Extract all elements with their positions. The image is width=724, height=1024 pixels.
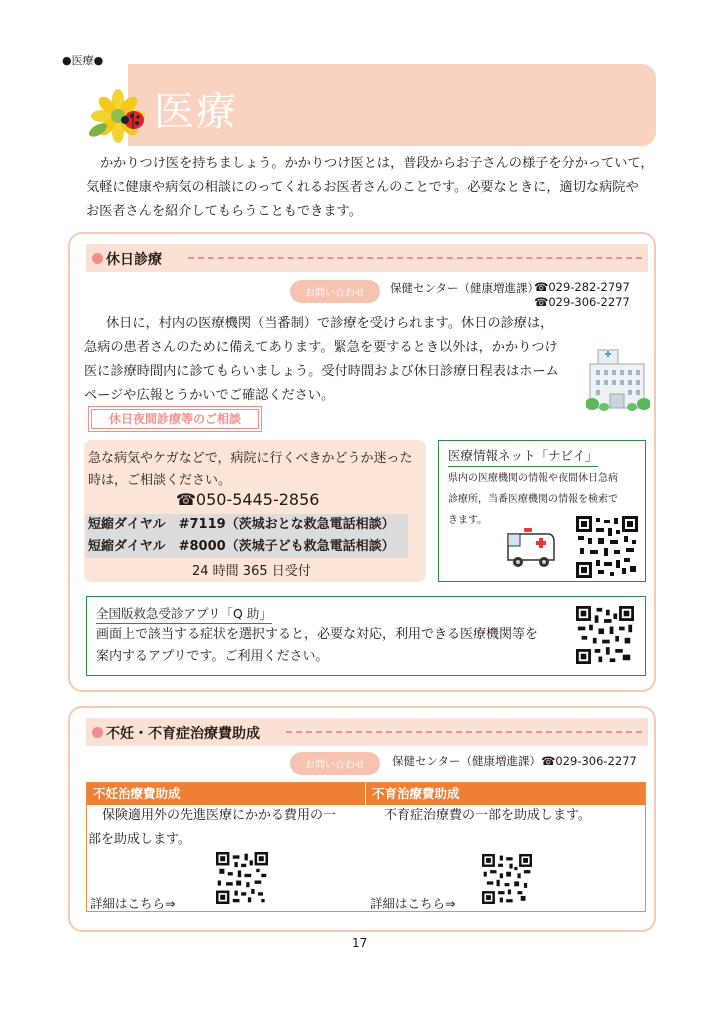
contact-info: 保健センター（健康増進課）☎029-306-2277	[392, 754, 637, 768]
consult-line: 時は，ご相談ください。	[88, 473, 232, 488]
contact-pill: お問い合わせ	[290, 752, 380, 775]
service-hours: 24 時間 365 日受付	[192, 564, 311, 579]
page-title: 医療	[154, 89, 238, 135]
app-title: 全国版救急受診アプリ「Q 助」	[96, 604, 272, 624]
holiday-care-body	[84, 312, 598, 408]
ambulance-icon	[504, 528, 558, 570]
consult-line: 急な病気やケガなどで，病院に行くべきかどうか迷った	[88, 451, 413, 466]
body-line: 急病の患者さんのために備えてあります。緊急を要するとき以外は，かかりつけ	[84, 340, 558, 355]
qr-code-app-icon[interactable]	[576, 606, 634, 664]
contact-pill: お問い合わせ	[290, 280, 380, 303]
infertility-grant-header: 不妊治療費助成	[87, 783, 365, 805]
dashed-rule	[286, 731, 642, 733]
dashed-rule	[188, 257, 642, 259]
intro-paragraph	[86, 152, 658, 224]
body-line: 休日に，村内の医療機関（当番制）で診療を受けられます。休日の診療は，	[106, 316, 554, 331]
consult-label	[88, 406, 262, 432]
app-description	[96, 624, 566, 668]
contact-org: 保健センター（健康増進課）	[390, 281, 540, 295]
holiday-care-heading: 休日診療	[106, 252, 162, 268]
navi-title: 医療情報ネット「ナビイ」	[448, 446, 598, 467]
navi-line: 診療所，当番医療機関の情報を検索で	[448, 494, 618, 505]
fertility-heading-bar	[86, 718, 648, 746]
recurrent-loss-grant-header: 不育治療費助成	[365, 783, 645, 805]
qr-code-recurrent-loss-icon[interactable]	[482, 854, 532, 904]
contact-phone: ☎029-282-2797	[534, 280, 630, 294]
grant-line: 部を助成します。	[88, 832, 191, 847]
consult-text	[88, 448, 424, 492]
bullet-dot	[92, 727, 103, 738]
body-line: ページや広報とうかいでご確認ください。	[84, 388, 335, 403]
consult-phone: ☎050-5445-2856	[176, 490, 320, 509]
bullet-dot	[92, 253, 103, 264]
grant-line: 保険適用外の先進医療にかかる費用の一	[102, 808, 337, 823]
navi-line: 県内の医療機関の情報や夜間休日急病	[448, 473, 618, 484]
fertility-heading: 不妊・不育症治療費助成	[106, 726, 260, 742]
recurrent-loss-detail-link[interactable]: 詳細はこちら⇒	[370, 896, 456, 911]
recurrent-loss-grant-body	[370, 804, 646, 828]
short-dial-adult: 短縮ダイヤル #7119（茨城おとな救急電話相談）	[86, 514, 408, 536]
body-line: 医に診療時間内に診てもらいましょう。受付時間および休日診療日程表はホーム	[84, 364, 559, 379]
navi-line: きます。	[448, 515, 488, 526]
qr-code-navi-icon[interactable]	[576, 516, 638, 578]
contact-phone: ☎029-306-2277	[534, 295, 630, 309]
flower-ladybug-icon	[84, 86, 156, 146]
infertility-grant-body	[86, 804, 362, 852]
consult-label-text: 休日夜間診療等のご相談	[91, 409, 259, 429]
grant-line: 不育症治療費の一部を助成します。	[384, 808, 591, 823]
intro-line: 気軽に健康や病気の相談にのってくれるお医者さんのことです。必要なときに，適切な病院や	[86, 180, 639, 195]
holiday-care-heading-bar	[86, 244, 648, 272]
infertility-detail-link[interactable]: 詳細はこちら⇒	[90, 896, 176, 911]
intro-line: お医者さんを紹介してもらうこともできます。	[86, 204, 362, 219]
short-dial-child: 短縮ダイヤル #8000（茨城子ども救急電話相談）	[86, 536, 408, 558]
intro-line: かかりつけ医を持ちましょう。かかりつけ医とは，普段からお子さんの様子を分かっていて，	[100, 156, 654, 171]
qr-code-infertility-icon[interactable]	[216, 852, 268, 904]
page-number: 17	[352, 936, 368, 950]
hospital-icon	[586, 346, 650, 412]
app-line: 案内するアプリです。ご利用ください。	[96, 649, 329, 664]
section-tag: ●医療●	[62, 54, 104, 67]
app-line: 画面上で該当する症状を選択すると，必要な対応，利用できる医療機関等を	[96, 627, 539, 642]
